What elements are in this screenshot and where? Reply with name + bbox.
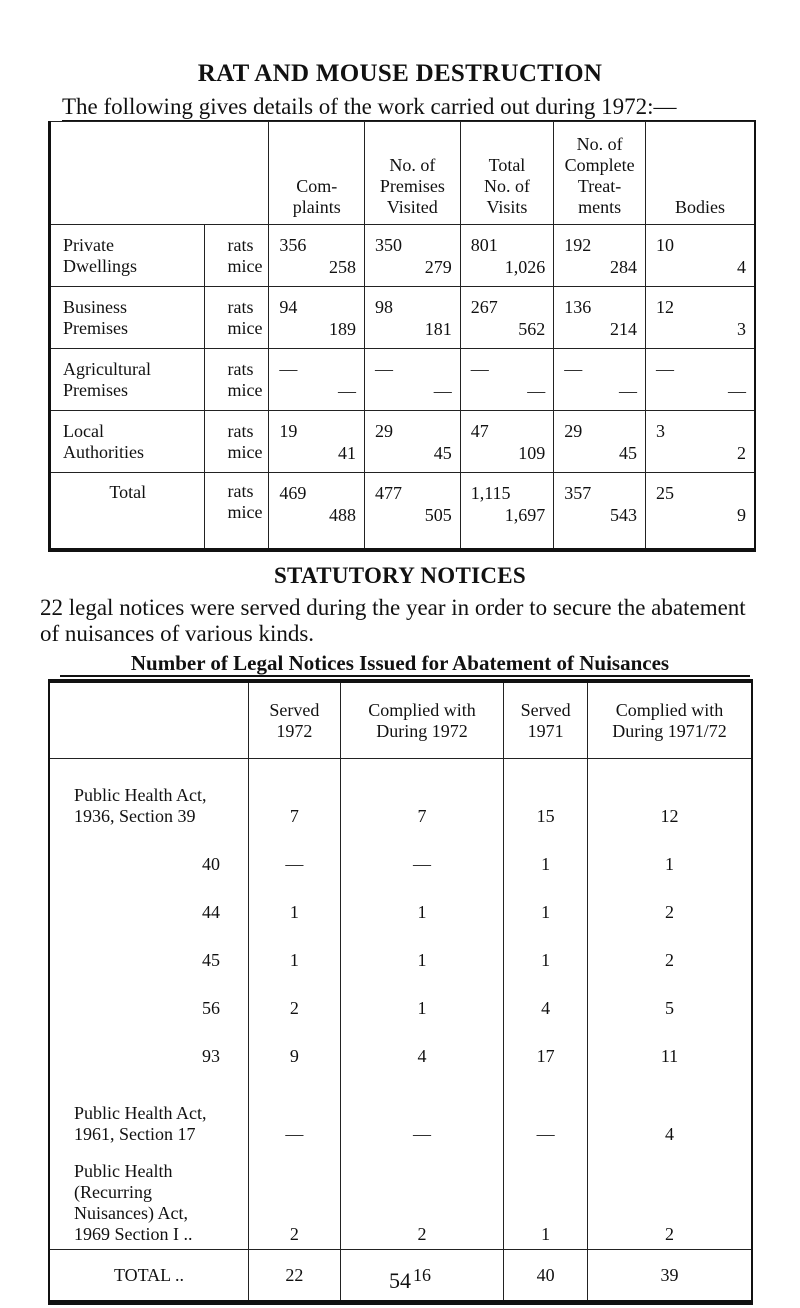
value-cell: 1 [504, 927, 588, 975]
mice-value: 45 [433, 443, 452, 463]
statutory-notices-heading: STATUTORY NOTICES [273, 563, 527, 588]
rats-value: 801 [470, 235, 498, 255]
mice-value: 1,026 [504, 257, 546, 277]
mice-value: — [728, 381, 746, 401]
value-cell: 1 [340, 975, 503, 1023]
value-cell [554, 473, 646, 551]
rats-value: 19 [279, 421, 298, 441]
value-cell [269, 225, 365, 287]
mice-value: 181 [424, 319, 452, 339]
row-label: Public Health (Recurring Nuisances) Act, 1969 Section I .. [49, 1149, 248, 1250]
value-cell [460, 287, 554, 349]
rats-value: 10 [656, 235, 674, 255]
header-complied-1972 [340, 681, 503, 759]
value-cell: 1 [340, 927, 503, 975]
header-label: Complied with During 1971/72 [612, 699, 727, 741]
table2-row [49, 759, 752, 832]
mice-value: 214 [610, 319, 637, 339]
legal-notices-table [48, 679, 753, 1305]
header-served-1972 [248, 681, 340, 759]
intro-text: The following gives details of the work carried out during 1972:— [62, 94, 677, 119]
table2-title: Number of Legal Notices Issued for Abatement of Nuisances [130, 651, 670, 675]
rats-value: 1,115 [470, 483, 511, 503]
header-premises-visited [364, 122, 460, 225]
value-cell: — [248, 1071, 340, 1149]
table2-row [49, 975, 752, 1023]
row-kinds: rats mice [205, 473, 269, 551]
value-cell [269, 287, 365, 349]
mice-value: 41 [337, 443, 356, 463]
row-kinds: rats mice [205, 225, 269, 287]
value-cell [554, 349, 646, 411]
value-cell: 2 [340, 1149, 503, 1250]
mice-value: 3 [737, 319, 746, 339]
page-heading: RAT AND MOUSE DESTRUCTION [197, 60, 603, 87]
value-cell [364, 287, 460, 349]
row-label: 40 [49, 831, 248, 879]
mice-value: 284 [610, 257, 637, 277]
mice-value: 1,697 [504, 505, 546, 525]
table2-row [49, 879, 752, 927]
value-cell [269, 411, 365, 473]
rat-mouse-table [48, 121, 756, 552]
value-cell [646, 473, 756, 551]
table1-row [50, 411, 756, 473]
total-value: 39 [588, 1250, 753, 1303]
value-cell: 15 [504, 759, 588, 832]
mice-value: 4 [737, 257, 746, 277]
total-value: 40 [504, 1250, 588, 1303]
rats-value: — [564, 359, 583, 379]
rats-value: 94 [279, 297, 298, 317]
value-cell [554, 225, 646, 287]
rats-value: 47 [470, 421, 489, 441]
value-cell [364, 225, 460, 287]
rats-value: 350 [374, 235, 402, 255]
row-category: Agricultural Premises [50, 349, 205, 411]
value-cell [364, 411, 460, 473]
value-cell: 1 [504, 831, 588, 879]
value-cell [646, 349, 756, 411]
header-label: Total No. of Visits [483, 155, 530, 217]
table2-header-row [49, 681, 752, 759]
page-number: 54 [389, 1268, 411, 1293]
rats-value: 136 [564, 297, 592, 317]
value-cell: 9 [248, 1023, 340, 1071]
table1-header-blank [50, 122, 269, 225]
row-label: Public Health Act, 1961, Section 17 [49, 1071, 248, 1149]
value-cell [364, 349, 460, 411]
rats-value: 469 [279, 483, 307, 503]
value-cell: 5 [588, 975, 753, 1023]
rats-value: 356 [279, 235, 307, 255]
value-cell: 2 [248, 975, 340, 1023]
total-label: TOTAL .. [49, 1250, 248, 1303]
table1-header-row [50, 122, 756, 225]
value-cell: — [340, 831, 503, 879]
value-cell: 2 [588, 1149, 753, 1250]
header-complaints [269, 122, 365, 225]
mice-value: 562 [518, 319, 546, 339]
value-cell [460, 473, 554, 551]
value-cell: 2 [588, 927, 753, 975]
value-cell: — [248, 831, 340, 879]
row-category: Business Premises [50, 287, 205, 349]
rats-value: 3 [656, 421, 665, 441]
value-cell: 1 [248, 879, 340, 927]
row-label: Public Health Act, 1936, Section 39 [49, 759, 248, 832]
header-label: No. of Premises Visited [379, 155, 445, 217]
mice-value: 9 [737, 505, 746, 525]
table1-row [50, 349, 756, 411]
value-cell: 4 [588, 1071, 753, 1149]
value-cell [460, 225, 554, 287]
table2-row [49, 927, 752, 975]
rats-value: 29 [374, 421, 393, 441]
value-cell: — [340, 1071, 503, 1149]
mice-value: 543 [610, 505, 637, 525]
value-cell: — [504, 1071, 588, 1149]
rats-value: 477 [374, 483, 402, 503]
header-complied-1971-72 [588, 681, 753, 759]
rats-value: 12 [656, 297, 674, 317]
value-cell: 17 [504, 1023, 588, 1071]
value-cell [646, 411, 756, 473]
row-label: 93 [49, 1023, 248, 1071]
rats-value: — [656, 359, 674, 379]
row-category: Private Dwellings [50, 225, 205, 287]
rats-value: 25 [656, 483, 674, 503]
header-label: Served 1971 [520, 699, 571, 741]
header-total-visits [460, 122, 554, 225]
statutory-notices-text: 22 legal notices were served during the year in order to secure the abatement of nuisances of various kinds. [40, 595, 746, 646]
header-label: Complied with During 1972 [368, 699, 476, 741]
mice-value: — [527, 381, 546, 401]
value-cell: 12 [588, 759, 753, 832]
value-cell [646, 287, 756, 349]
header-label: Com- plaints [292, 176, 341, 217]
mice-value: 258 [328, 257, 356, 277]
value-cell: 1 [504, 1149, 588, 1250]
value-cell: 4 [340, 1023, 503, 1071]
header-complete-treatments [554, 122, 646, 225]
value-cell: 7 [248, 759, 340, 832]
row-label: 45 [49, 927, 248, 975]
value-cell: 1 [504, 879, 588, 927]
rats-value: — [374, 359, 393, 379]
header-bodies [646, 122, 756, 225]
value-cell: 1 [340, 879, 503, 927]
mice-value: 2 [737, 443, 746, 463]
table2-row [49, 1149, 752, 1250]
rats-value: — [470, 359, 489, 379]
value-cell: 7 [340, 759, 503, 832]
value-cell [646, 225, 756, 287]
header-served-1971 [504, 681, 588, 759]
total-value: 16 [340, 1250, 503, 1303]
table2-row [49, 831, 752, 879]
row-kinds: rats mice [205, 349, 269, 411]
value-cell [269, 349, 365, 411]
value-cell: 1 [248, 927, 340, 975]
table2-title-rule [60, 675, 750, 677]
total-value: 22 [248, 1250, 340, 1303]
mice-value: — [619, 381, 637, 401]
row-label: 44 [49, 879, 248, 927]
value-cell [364, 473, 460, 551]
value-cell: 2 [248, 1149, 340, 1250]
value-cell [460, 349, 554, 411]
table1-total-row [50, 473, 756, 551]
row-kinds: rats mice [205, 411, 269, 473]
header-label: Served 1972 [269, 699, 320, 741]
mice-value: 45 [619, 443, 637, 463]
row-category: Local Authorities [50, 411, 205, 473]
value-cell [554, 287, 646, 349]
mice-value: 189 [328, 319, 356, 339]
value-cell: 11 [588, 1023, 753, 1071]
value-cell: 1 [588, 831, 753, 879]
rats-value: 267 [470, 297, 498, 317]
header-label: No. of Complete Treat- ments [564, 134, 635, 217]
mice-value: 488 [328, 505, 356, 525]
row-kinds: rats mice [205, 287, 269, 349]
rats-value: 29 [564, 421, 583, 441]
table2-row [49, 1071, 752, 1149]
mice-value: 109 [518, 443, 546, 463]
row-label: 56 [49, 975, 248, 1023]
rats-value: 357 [564, 483, 592, 503]
row-category: Total [50, 473, 205, 551]
value-cell [269, 473, 365, 551]
value-cell: 4 [504, 975, 588, 1023]
table1-row [50, 287, 756, 349]
rats-value: 98 [374, 297, 393, 317]
value-cell [460, 411, 554, 473]
mice-value: — [433, 381, 452, 401]
mice-value: — [337, 381, 356, 401]
value-cell: 2 [588, 879, 753, 927]
mice-value: 279 [424, 257, 452, 277]
table2-header-blank [49, 681, 248, 759]
header-label: Bodies [674, 197, 725, 217]
mice-value: 505 [424, 505, 452, 525]
table1-row [50, 225, 756, 287]
table2-row [49, 1023, 752, 1071]
rats-value: 192 [564, 235, 592, 255]
value-cell [554, 411, 646, 473]
rats-value: — [279, 359, 298, 379]
